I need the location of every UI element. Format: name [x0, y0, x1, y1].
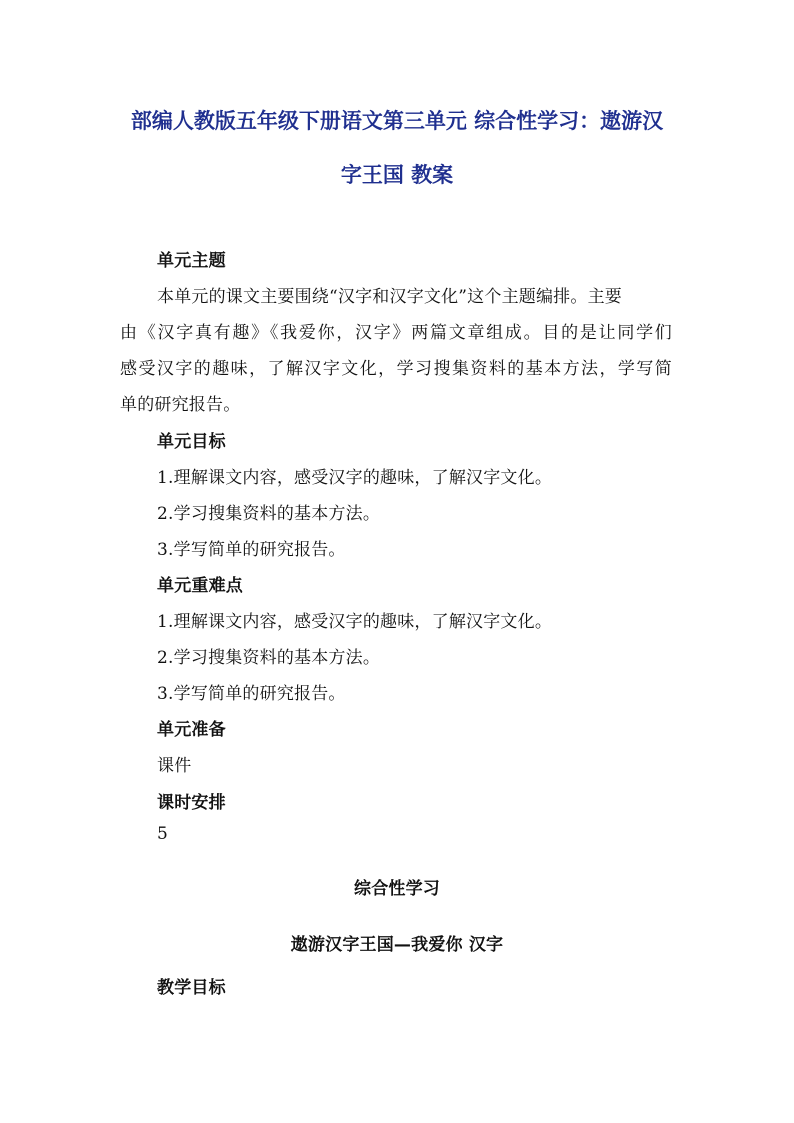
section-title: 综合性学习	[354, 879, 440, 899]
doc-title-line2: 字王国 教案	[340, 163, 454, 187]
unit-key-item: 3.学写简单的研究报告。	[157, 684, 346, 704]
unit-prep-text: 课件	[157, 756, 192, 776]
teaching-goals-heading: 教学目标	[157, 978, 226, 998]
schedule-heading: 课时安排	[157, 793, 226, 813]
unit-goal-item: 1.理解课文内容，感受汉字的趣味，了解汉字文化。	[157, 468, 553, 488]
unit-key-heading: 单元重难点	[157, 576, 243, 596]
unit-theme-para-line: 本单元的课文主要围绕“汉字和汉字文化”这个主题编排。主要	[157, 287, 622, 307]
unit-theme-para-line: 由《汉字真有趣》《我爱你，汉字》两篇文章组成。目的是让同学们	[120, 323, 672, 343]
unit-theme-para-line: 感受汉字的趣味，了解汉字文化，学习搜集资料的基本方法，学写简	[120, 359, 672, 379]
unit-prep-heading: 单元准备	[157, 720, 226, 740]
unit-goal-item: 3.学写简单的研究报告。	[157, 540, 346, 560]
doc-title-line1: 部编人教版五年级下册语文第三单元 综合性学习：遨游汉	[130, 109, 664, 133]
unit-key-item: 2.学习搜集资料的基本方法。	[157, 648, 381, 668]
unit-theme-heading: 单元主题	[157, 251, 226, 271]
section-subtitle: 遨游汉字王国—我爱你 汉字	[290, 935, 504, 955]
unit-goal-item: 2.学习搜集资料的基本方法。	[157, 504, 381, 524]
unit-key-item: 1.理解课文内容，感受汉字的趣味，了解汉字文化。	[157, 612, 553, 632]
schedule-text: 5	[157, 824, 169, 844]
unit-theme-para-line: 单的研究报告。	[120, 395, 241, 415]
unit-goals-heading: 单元目标	[157, 432, 226, 452]
